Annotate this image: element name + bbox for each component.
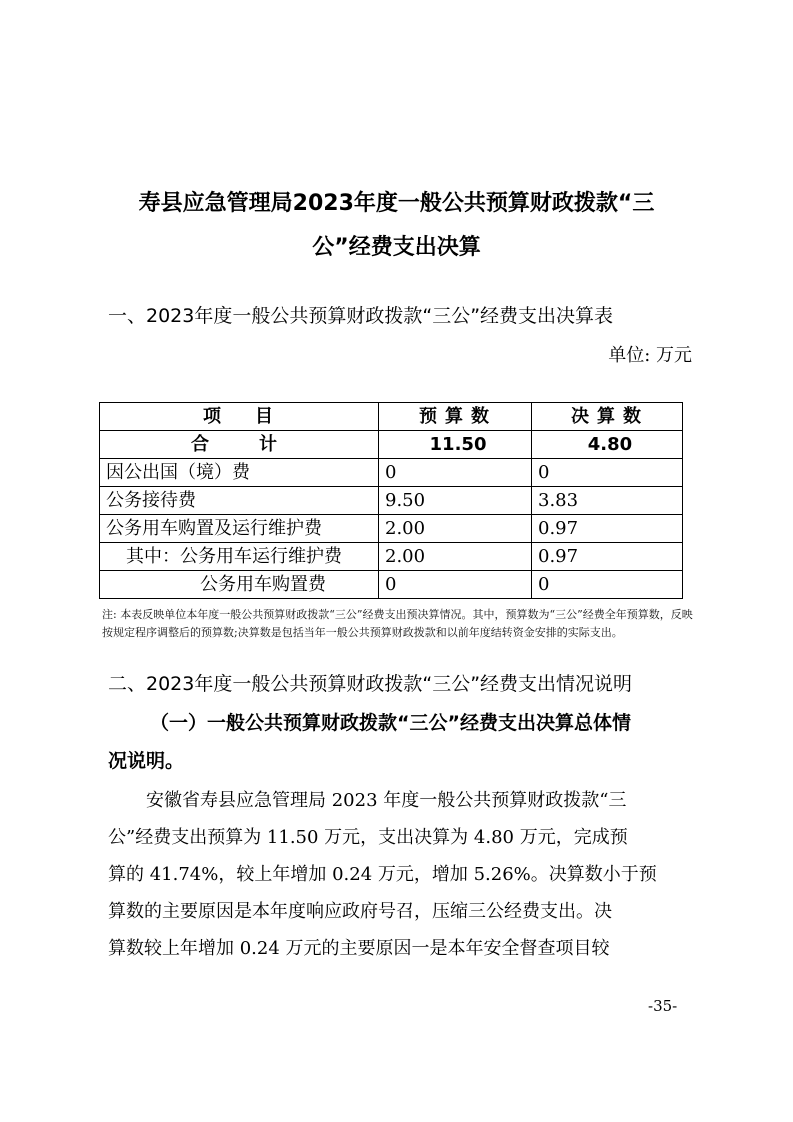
- page-number: -35-: [648, 997, 678, 1015]
- row-budget: 2.00: [379, 543, 532, 571]
- table-row: [100, 571, 683, 599]
- budget-table: [99, 402, 683, 599]
- table-row: [100, 543, 683, 571]
- section-2-heading: 二、2023年度一般公共预算财政拨款“三公”经费支出情况说明: [108, 673, 633, 695]
- body-text-line: 算的 41.74%，较上年增加 0.24 万元，增加 5.26%。决算数小于预: [108, 864, 657, 885]
- header-final: 决算数: [532, 403, 683, 431]
- body-text-line: 算数较上年增加 0.24 万元的主要原因一是本年安全督查项目较: [108, 938, 610, 959]
- row-label: 公务用车购置费: [100, 571, 379, 599]
- document-title-line-2: 公”经费支出决算: [312, 235, 481, 260]
- row-budget: 0: [379, 459, 532, 487]
- row-final: 3.83: [532, 487, 683, 515]
- table-row: [100, 459, 683, 487]
- row-final: 0: [532, 571, 683, 599]
- body-text-line: 公”经费支出预算为 11.50 万元，支出决算为 4.80 万元，完成预: [108, 827, 628, 848]
- total-budget: 11.50: [379, 431, 532, 459]
- table-total-row: [100, 431, 683, 459]
- total-final: 4.80: [532, 431, 683, 459]
- unit-label: 单位: 万元: [608, 345, 692, 366]
- subsection-heading-line-1: （一）一般公共预算财政拨款“三公”经费支出决算总体情: [150, 712, 631, 734]
- table-header-row: [100, 403, 683, 431]
- header-budget: 预算数: [379, 403, 532, 431]
- table-footnote: 注: 本表反映单位本年度一般公共预算财政拨款“三公”经费支出预决算情况。其中，预算数为“三公”经费全年预算数，反映按规定程序调整后的预算数;决算数是包括当年一般公共预算财政拨款和以前年度结转资金安排的实际支出。: [102, 608, 693, 639]
- row-label: 其中：公务用车运行维护费: [100, 543, 379, 571]
- row-budget: 0: [379, 571, 532, 599]
- row-label: 公务用车购置及运行维护费: [100, 515, 379, 543]
- body-text-line: 安徽省寿县应急管理局 2023 年度一般公共预算财政拨款“三: [146, 790, 627, 811]
- document-title-line-1: 寿县应急管理局2023年度一般公共预算财政拨款“三: [138, 191, 655, 216]
- subsection-heading-line-2: 况说明。: [108, 750, 185, 772]
- row-budget: 2.00: [379, 515, 532, 543]
- header-item: 项 目: [100, 403, 379, 431]
- row-final: 0.97: [532, 515, 683, 543]
- row-label: 因公出国（境）费: [100, 459, 379, 487]
- total-label: 合 计: [100, 431, 379, 459]
- table-row: [100, 487, 683, 515]
- section-1-heading: 一、2023年度一般公共预算财政拨款“三公”经费支出决算表: [108, 305, 614, 327]
- row-label: 公务接待费: [100, 487, 379, 515]
- table-row: [100, 515, 683, 543]
- row-budget: 9.50: [379, 487, 532, 515]
- row-final: 0: [532, 459, 683, 487]
- body-text-line: 算数的主要原因是本年度响应政府号召，压缩三公经费支出。决: [108, 901, 612, 922]
- row-final: 0.97: [532, 543, 683, 571]
